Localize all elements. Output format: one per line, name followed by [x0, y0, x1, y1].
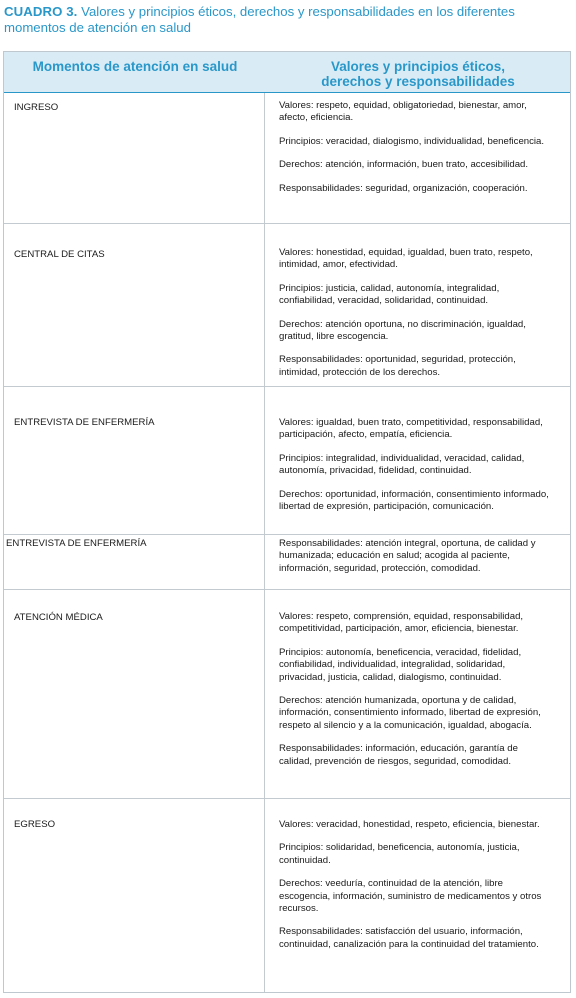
detail-responsabilidades: Responsabilidades: atención integral, oportuna, de calidad y humanizada; educación en salud; acogida al paciente, información, seguridad, protección, comodidad.	[279, 538, 536, 574]
header-moments: Momentos de atención en salud	[32, 59, 238, 74]
detail-valores: Valores: veracidad, honestidad, respeto, eficiencia, bienestar.	[279, 819, 540, 830]
detail-responsabilidades: Responsabilidades: seguridad, organización, cooperación.	[279, 182, 528, 194]
moment-label: ATENCIÓN MÉDICA	[14, 612, 103, 623]
row-details	[279, 100, 551, 206]
header-values	[266, 59, 570, 89]
detail-derechos: Derechos: atención, información, buen trato, accesibilidad.	[279, 159, 529, 171]
detail-derechos: Derechos: atención oportuna, no discriminación, igualdad, gratitud, libre escogencia.	[279, 318, 526, 343]
ethics-table	[3, 51, 571, 993]
detail-responsabilidades: Responsabilidades: oportunidad, seguridad, protección, intimidad, protección de los derechos.	[279, 354, 516, 378]
row-details	[279, 538, 551, 586]
row-details	[279, 819, 551, 962]
row-details	[279, 247, 551, 390]
table-row-entrevista-enfermeria-responsabilidades	[4, 535, 570, 589]
detail-valores: Valores: respeto, equidad, obligatoriedad, bienestar, amor, afecto, eficiencia.	[279, 100, 527, 124]
row-details	[279, 611, 551, 779]
detail-responsabilidades: Responsabilidades: satisfacción del usuario, información, continuidad, canalización para la continuidad del tratamiento.	[279, 926, 539, 950]
table-row-entrevista-enfermeria	[4, 387, 570, 534]
caption-label: CUADRO 3.	[4, 4, 78, 19]
detail-principios: Principios: veracidad, dialogismo, individualidad, beneficencia.	[279, 135, 545, 147]
moment-label: CENTRAL DE CITAS	[14, 249, 105, 260]
row-details	[279, 417, 551, 524]
table-row-atencion-medica	[4, 590, 570, 798]
detail-valores: Valores: respeto, comprensión, equidad, responsabilidad, competitividad, participación, amor, eficiencia, bienestar.	[279, 611, 524, 635]
detail-principios: Principios: integralidad, individualidad, veracidad, calidad, autonomía, privacidad, fidelidad, continuidad.	[279, 452, 525, 477]
detail-derechos: Derechos: oportunidad, información, consentimiento informado, libertad de expresión, participación, comunicación.	[279, 488, 549, 513]
table-row-central-de-citas	[4, 224, 570, 386]
detail-derechos: Derechos: veeduría, continuidad de la atención, libre escogencia, información, suministro de medicamentos y otros recursos.	[279, 878, 542, 915]
moment-label: ENTREVISTA DE ENFERMERÍA	[6, 538, 147, 549]
header-values-line1: Valores y principios éticos,	[330, 59, 506, 74]
table-row-ingreso	[4, 93, 570, 223]
moment-label: INGRESO	[14, 102, 59, 113]
caption-text: Valores y principios éticos, derechos y responsabilidades en los diferentes momentos de atención en salud	[4, 4, 515, 35]
detail-valores: Valores: honestidad, equidad, igualdad, buen trato, respeto, intimidad, amor, efectividad.	[279, 247, 533, 271]
detail-principios: Principios: justicia, calidad, autonomía, integralidad, confiabilidad, veracidad, solidaridad, continuidad.	[279, 282, 500, 307]
detail-principios: Principios: autonomía, beneficencia, veracidad, fidelidad, confiabilidad, individualidad, integralidad, solidaridad, privacidad, justicia, calidad, dialogismo, continuidad.	[279, 646, 522, 683]
moment-label: ENTREVISTA DE ENFERMERÍA	[14, 417, 155, 428]
table-caption	[4, 4, 564, 36]
moment-label: EGRESO	[14, 819, 56, 830]
table-header	[4, 52, 570, 92]
detail-responsabilidades: Responsabilidades: información, educación, garantía de calidad, prevención de riesgos, seguridad, comodidad.	[279, 743, 518, 767]
table-row-egreso	[4, 799, 570, 992]
detail-principios: Principios: solidaridad, beneficencia, autonomía, justicia, continuidad.	[279, 842, 520, 866]
detail-derechos: Derechos: atención humanizada, oportuna y de calidad, información, consentimiento informado, libertad de expresión, respeto al silencio y a la comunicación, igualdad, abogacía.	[279, 695, 541, 731]
header-values-line2: derechos y responsabilidades	[321, 74, 515, 89]
detail-valores: Valores: igualdad, buen trato, competitividad, responsabilidad, participación, afecto, empatía, eficiencia.	[279, 417, 543, 441]
